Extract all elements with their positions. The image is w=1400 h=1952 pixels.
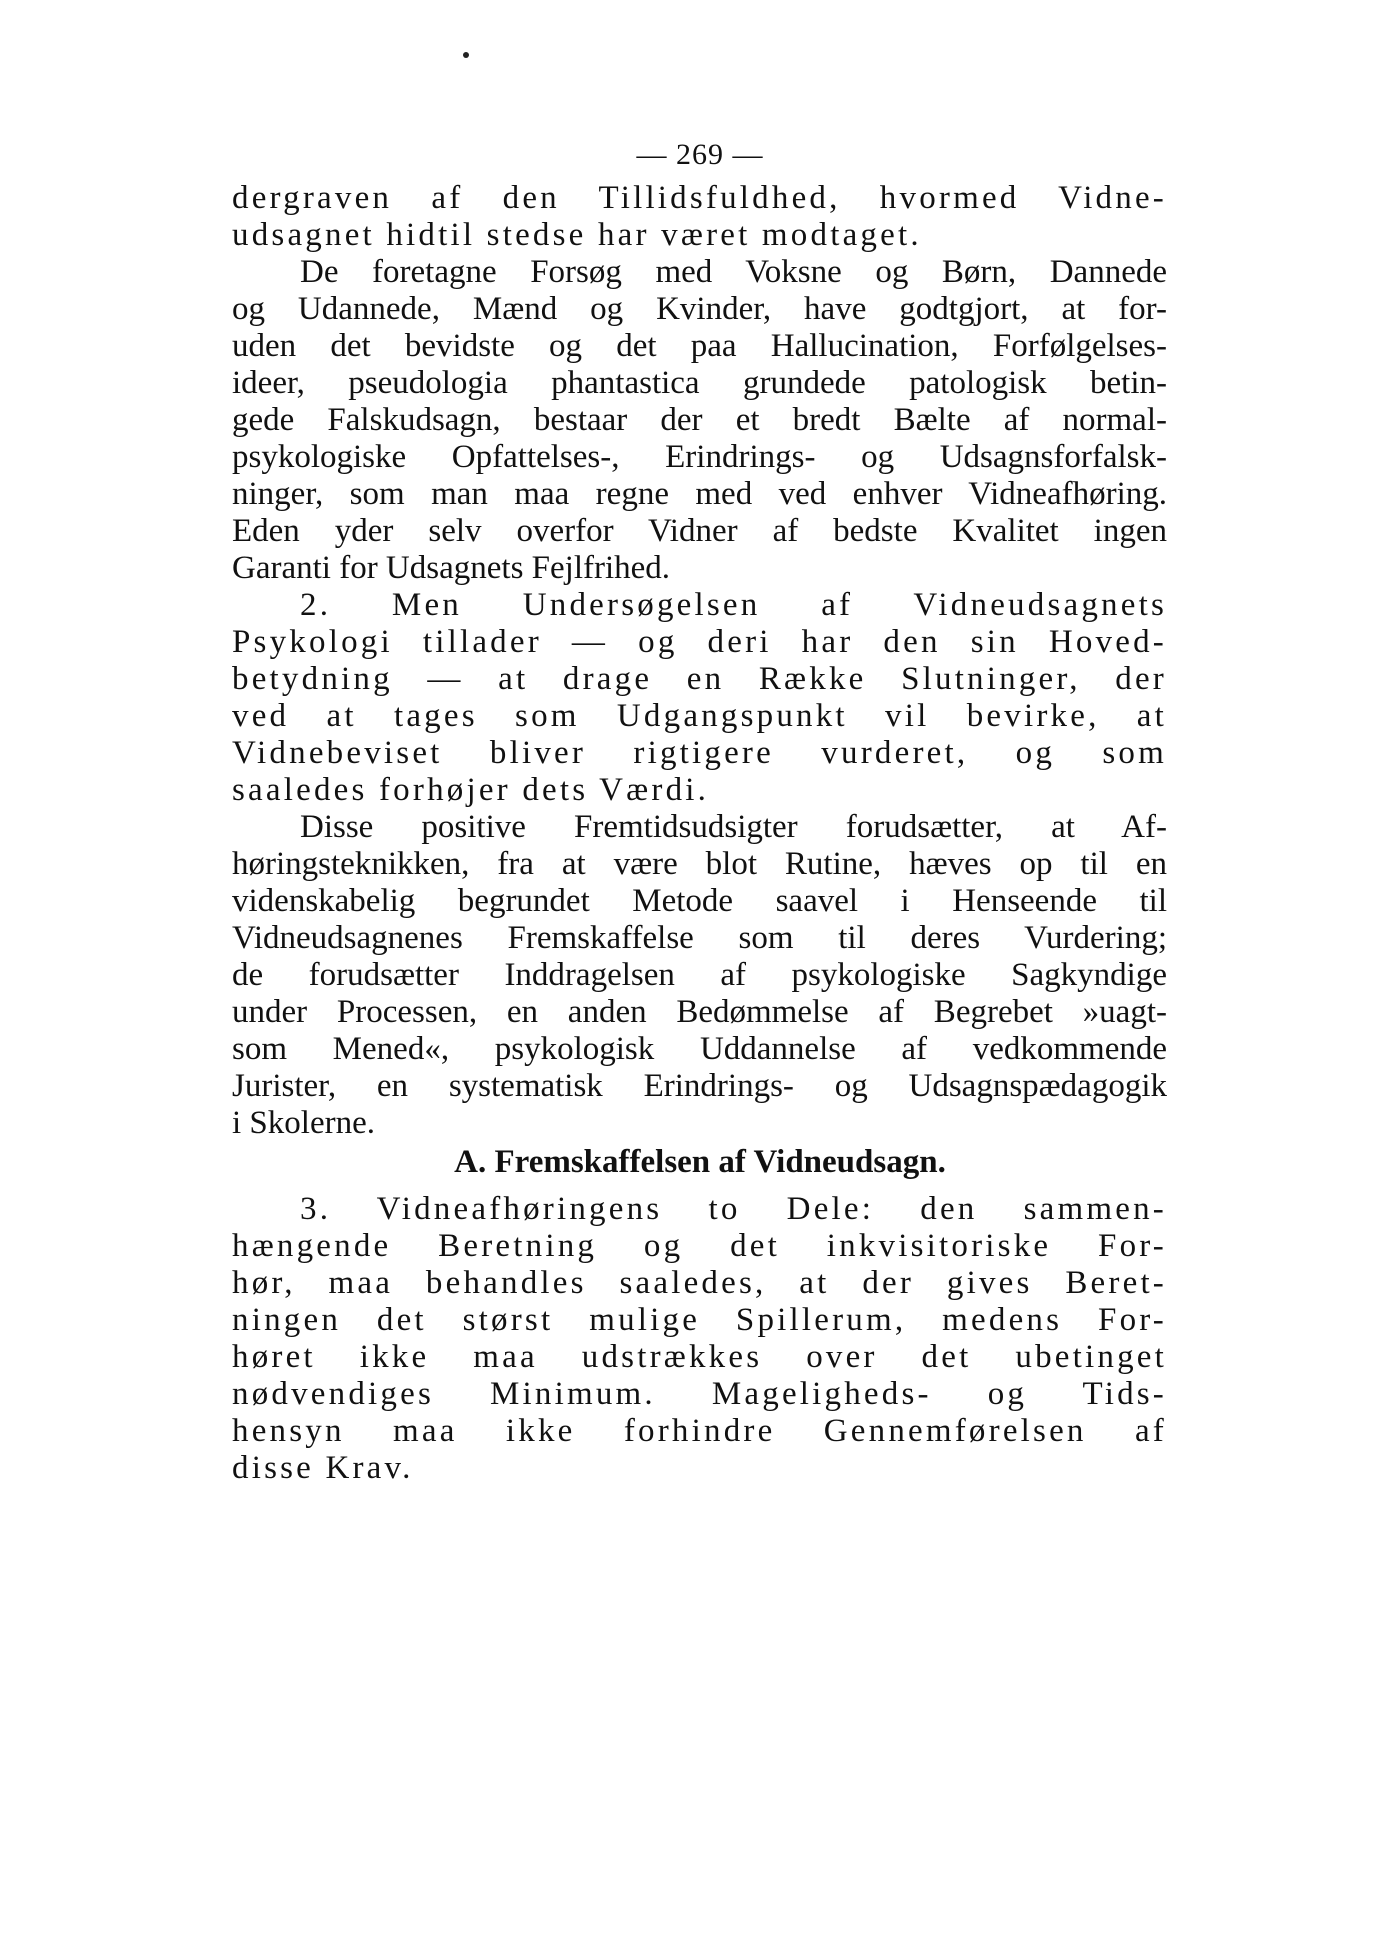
text-line: betydning — at drage en Række Slutninger, der — [232, 661, 1167, 697]
text-line: Jurister, en systematisk Erindrings- og Udsagnspædagogik — [232, 1068, 1167, 1104]
text-line: ideer, pseudologia phantastica grundede patologisk betin- — [232, 365, 1167, 401]
text-line: psykologiske Opfattelses-, Erindrings- og Udsagnsforfalsk- — [232, 439, 1167, 475]
text-line: disse Krav. — [232, 1450, 414, 1486]
page-number: — 269 — — [636, 138, 764, 171]
text-line: de forudsætter Inddragelsen af psykologiske Sagkyndige — [232, 957, 1167, 993]
text-line: høringsteknikken, fra at være blot Rutine, hæves op til en — [232, 846, 1167, 882]
text-line: gede Falskudsagn, bestaar der et bredt Bælte af normal- — [232, 402, 1167, 438]
text-line: Garanti for Udsagnets Fejlfrihed. — [232, 550, 671, 586]
text-line: 2. Men Undersøgelsen af Vidneudsagnets — [300, 587, 1167, 623]
text-line: udsagnet hidtil stedse har været modtaget. — [232, 217, 922, 253]
text-line: uden det bevidste og det paa Hallucination, Forfølgelses- — [232, 328, 1167, 364]
text-line: hensyn maa ikke forhindre Gennemførelsen af — [232, 1413, 1167, 1449]
text-line: ninger, som man maa regne med ved enhver Vidneafhøring. — [232, 476, 1167, 512]
text-line: høret ikke maa udstrækkes over det ubetinget — [232, 1339, 1167, 1375]
text-line: i Skolerne. — [232, 1105, 375, 1141]
ink-dot-mark — [463, 52, 469, 58]
section-heading: A. Fremskaffelsen af Vidneudsagn. — [454, 1144, 946, 1180]
text-line: og Udannede, Mænd og Kvinder, have godtgjort, at for- — [232, 291, 1167, 327]
text-line: nødvendiges Minimum. Mageligheds- og Tids- — [232, 1376, 1167, 1412]
text-line: Eden yder selv overfor Vidner af bedste Kvalitet ingen — [232, 513, 1167, 549]
text-line: hør, maa behandles saaledes, at der gives Beret- — [232, 1265, 1167, 1301]
text-line: ved at tages som Udgangspunkt vil bevirke, at — [232, 698, 1167, 734]
text-line: som Mened«, psykologisk Uddannelse af vedkommende — [232, 1031, 1167, 1067]
text-line: dergraven af den Tillidsfuldhed, hvormed Vidne- — [232, 180, 1167, 216]
text-line: videnskabelig begrundet Metode saavel i Henseende til — [232, 883, 1167, 919]
text-line: Vidneudsagnenes Fremskaffelse som til deres Vurdering; — [232, 920, 1167, 956]
text-line: Psykologi tillader — og deri har den sin Hoved- — [232, 624, 1167, 660]
text-line: Disse positive Fremtidsudsigter forudsætter, at Af- — [300, 809, 1167, 845]
text-line: De foretagne Forsøg med Voksne og Børn, Dannede — [300, 254, 1167, 290]
text-line: saaledes forhøjer dets Værdi. — [232, 772, 710, 808]
text-line: Vidnebeviset bliver rigtigere vurderet, og som — [232, 735, 1167, 771]
text-line: hængende Beretning og det inkvisitoriske For- — [232, 1228, 1167, 1264]
text-line: 3. Vidneafhøringens to Dele: den sammen- — [300, 1191, 1167, 1227]
text-line: under Processen, en anden Bedømmelse af Begrebet »uagt- — [232, 994, 1167, 1030]
text-line: ningen det størst mulige Spillerum, medens For- — [232, 1302, 1167, 1338]
